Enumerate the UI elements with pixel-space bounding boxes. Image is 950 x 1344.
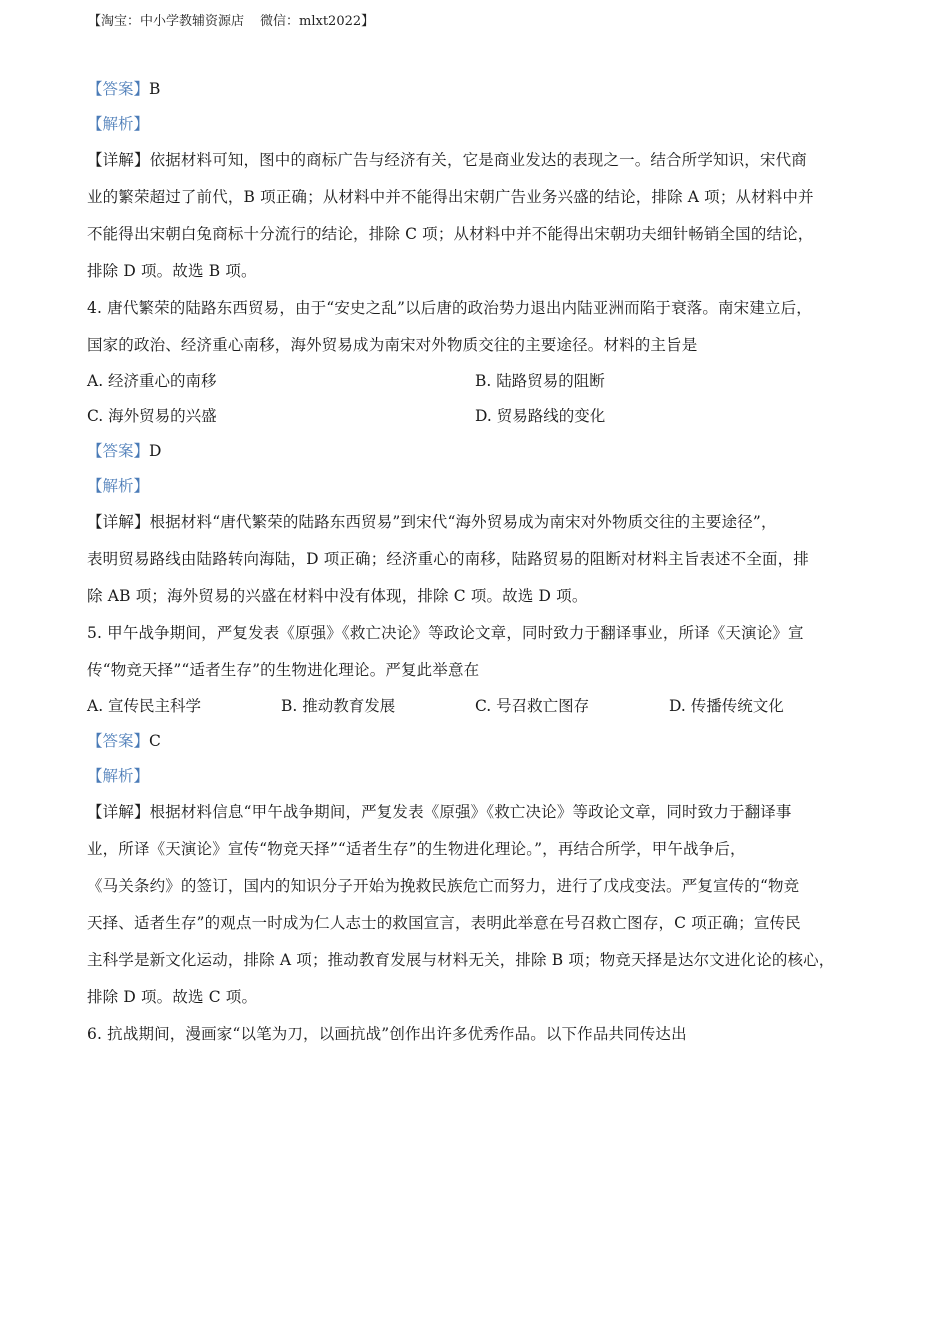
q3-section xyxy=(87,72,872,290)
header-wechat-text: 微信：mlxt2022】 xyxy=(260,14,375,29)
q5-stem xyxy=(87,615,872,689)
option-c: C. 海外贸易的兴盛 xyxy=(87,407,217,425)
option-b: B. 陆路贸易的阻断 xyxy=(475,372,605,390)
detail-line: 天择、适者生存”的观点一时成为仁人志士的救国宣言，表明此举意在号召救亡图存，C 项正确；宣传民 xyxy=(87,914,801,932)
question-stem-line: 传“物竞天择”“适者生存”的生物进化理论。严复此举意在 xyxy=(87,661,480,679)
detail-line xyxy=(87,142,872,179)
analysis-label: 【解析】 xyxy=(87,767,150,785)
answer-value: B xyxy=(149,80,161,98)
detail-label: 【详解】 xyxy=(87,803,150,821)
analysis-label: 【解析】 xyxy=(87,477,150,495)
detail-text: 根据材料信息“甲午战争期间，严复发表《原强》《救亡决论》等政论文章，同时致力于翻译事 xyxy=(149,803,792,821)
detail-text: 根据材料“唐代繁荣的陆路东西贸易”到宋代“海外贸易成为南宋对外物质交往的主要途径”， xyxy=(149,513,777,531)
q4-stem xyxy=(87,290,872,364)
detail-line: 主科学是新文化运动，排除 A 项；推动教育发展与材料无关，排除 B 项；物竞天择是达尔文进化论的核心， xyxy=(87,951,835,969)
q5-section xyxy=(87,615,872,1016)
option-a: A. 经济重心的南移 xyxy=(87,372,217,390)
detail-line: 表明贸易路线由陆路转向海陆，D 项正确；经济重心的南移，陆路贸易的阻断对材料主旨表述不全面，排 xyxy=(87,550,809,568)
detail-line: 排除 D 项。故选 C 项。 xyxy=(87,988,258,1006)
q5-options-row xyxy=(87,689,872,724)
q4-options-row-1 xyxy=(87,364,872,399)
detail-label: 【详解】 xyxy=(87,151,150,169)
q4-detail xyxy=(87,504,872,615)
q4-answer-row xyxy=(87,434,872,469)
option-d: D. 传播传统文化 xyxy=(669,697,784,715)
answer-value: D xyxy=(149,442,162,460)
question-stem-line: 5. 甲午战争期间，严复发表《原强》《救亡决论》等政论文章，同时致力于翻译事业，所译《天演论》宣 xyxy=(87,624,804,642)
detail-text: 依据材料可知，图中的商标广告与经济有关，它是商业发达的表现之一。结合所学知识，宋代商 xyxy=(149,151,807,169)
page-header xyxy=(88,12,374,32)
q5-answer-row xyxy=(87,724,872,759)
detail-line: 除 AB 项；海外贸易的兴盛在材料中没有体现，排除 C 项。故选 D 项。 xyxy=(87,587,588,605)
header-shop-text: 【淘宝：中小学教辅资源店 xyxy=(88,14,245,29)
option-a: A. 宣传民主科学 xyxy=(87,697,202,715)
q4-analysis-row xyxy=(87,469,872,504)
answer-label: 【答案】 xyxy=(87,442,150,460)
question-stem-line: 国家的政治、经济重心南移，海外贸易成为南宋对外物质交往的主要途径。材料的主旨是 xyxy=(87,336,698,354)
detail-line xyxy=(87,794,872,831)
q3-analysis-row xyxy=(87,107,872,142)
detail-line: 业的繁荣超过了前代，B 项正确；从材料中并不能得出宋朝广告业务兴盛的结论，排除 A 项；从材料中并 xyxy=(87,188,814,206)
q5-analysis-row xyxy=(87,759,872,794)
q4-options-row-2 xyxy=(87,399,872,434)
q4-section xyxy=(87,290,872,615)
detail-line xyxy=(87,504,872,541)
question-stem-line: 4. 唐代繁荣的陆路东西贸易，由于“安史之乱”以后唐的政治势力退出内陆亚洲而陷于衰落。南宋建立后， xyxy=(87,299,812,317)
q6-stem xyxy=(87,1016,872,1053)
answer-value: C xyxy=(149,732,161,750)
q3-answer-row xyxy=(87,72,872,107)
detail-line: 排除 D 项。故选 B 项。 xyxy=(87,262,257,280)
detail-line: 不能得出宋朝白兔商标十分流行的结论，排除 C 项；从材料中并不能得出宋朝功夫细针畅销全国的结论， xyxy=(87,225,814,243)
q5-detail xyxy=(87,794,872,1016)
option-c: C. 号召救亡图存 xyxy=(475,697,590,715)
detail-line: 《马关条约》的签订，国内的知识分子开始为挽救民族危亡而努力，进行了戊戌变法。严复宣传的“物竞 xyxy=(87,877,800,895)
q3-detail xyxy=(87,142,872,290)
detail-line: 业，所译《天演论》宣传“物竞天择”“适者生存”的生物进化理论。”，再结合所学，甲午战争后， xyxy=(87,840,746,858)
q6-section xyxy=(87,1016,872,1053)
question-stem-line: 6. 抗战期间，漫画家“以笔为刀，以画抗战”创作出许多优秀作品。以下作品共同传达出 xyxy=(87,1025,687,1043)
answer-label: 【答案】 xyxy=(87,80,150,98)
option-d: D. 贸易路线的变化 xyxy=(475,407,606,425)
answer-label: 【答案】 xyxy=(87,732,150,750)
detail-label: 【详解】 xyxy=(87,513,150,531)
document-body xyxy=(87,72,872,1053)
option-b: B. 推动教育发展 xyxy=(281,697,396,715)
analysis-label: 【解析】 xyxy=(87,115,150,133)
